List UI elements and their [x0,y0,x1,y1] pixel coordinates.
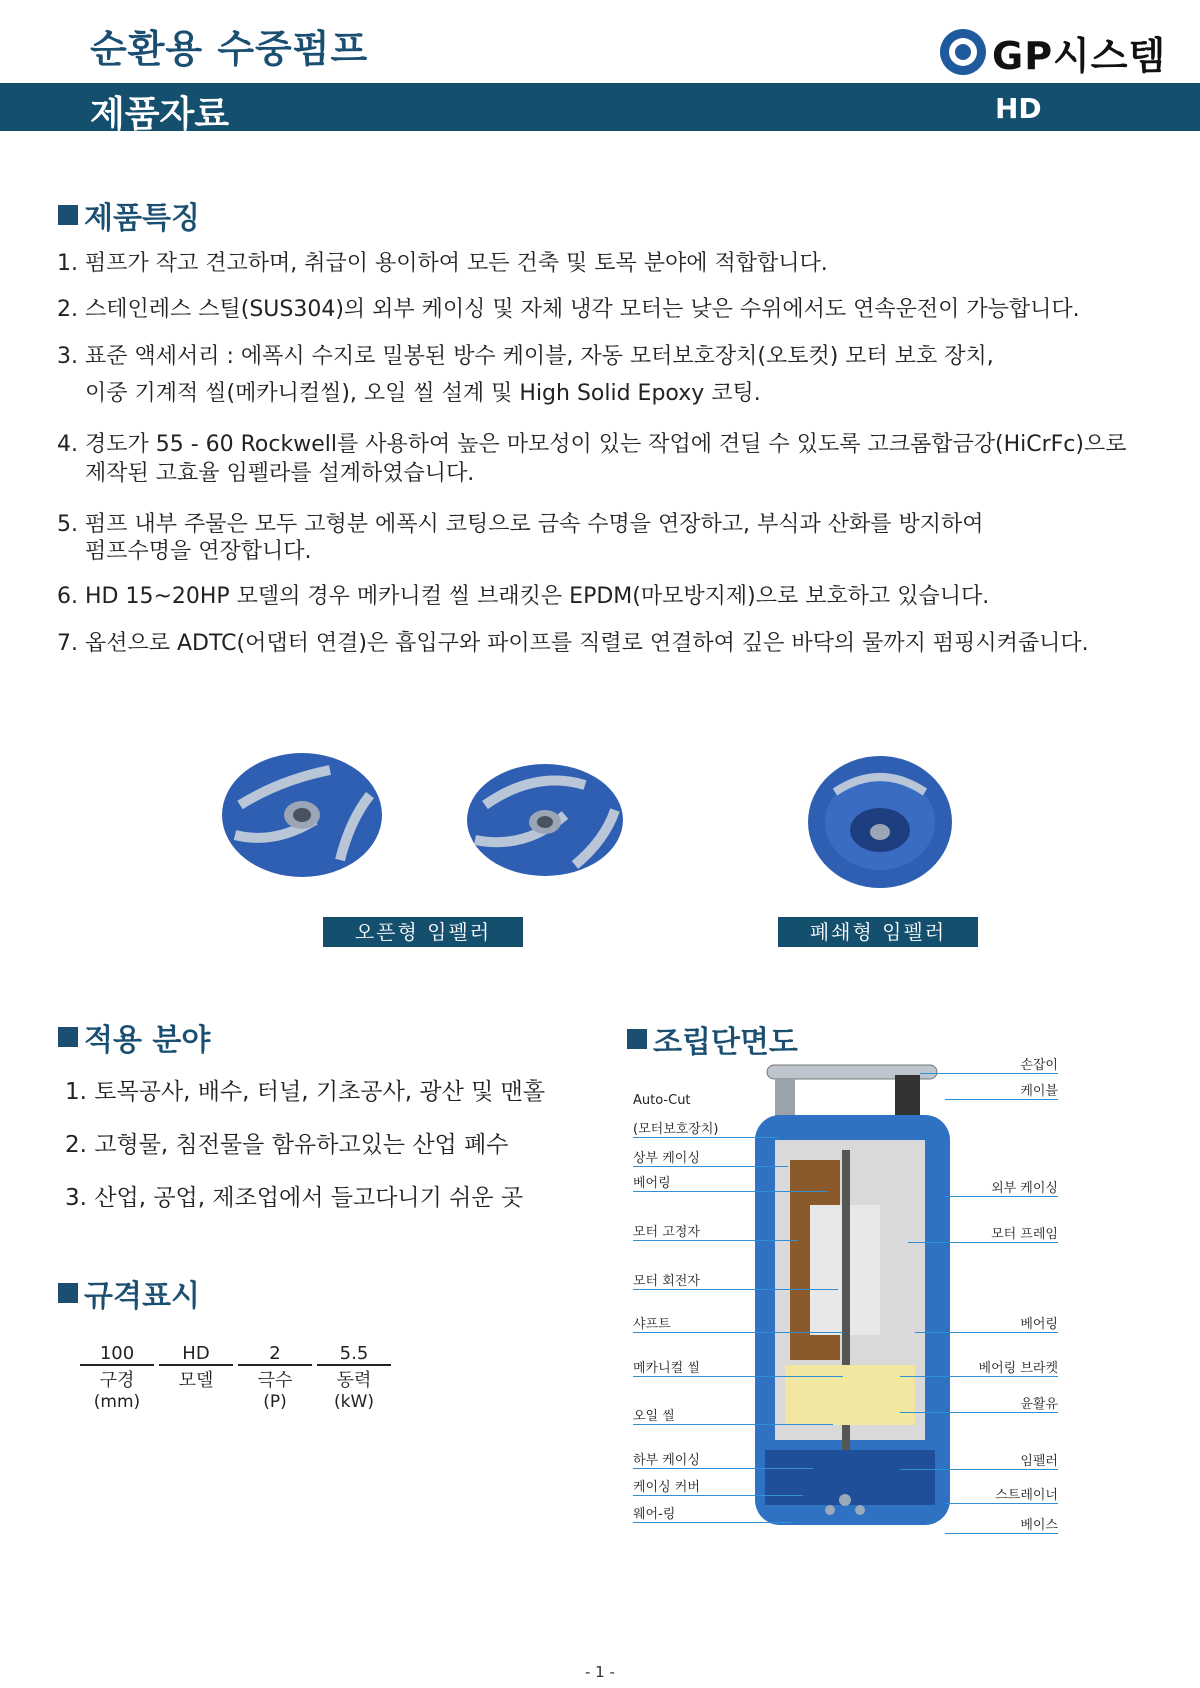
square-bullet-icon [58,1027,78,1047]
feature-item-3-cont: 이중 기계적 씰(메카니컬씰), 오일 씰 설계 및 High Solid Epoxy 코팅. [85,381,761,406]
spec-value: 2 [238,1343,312,1366]
callout-line [633,1332,843,1333]
callout-motor-frame [908,1223,1058,1243]
callout-label: 케이싱 커버 [633,1480,700,1495]
callout-line [633,1522,793,1523]
callout-line [633,1137,778,1138]
callout-stator [633,1221,798,1241]
callout-shaft [633,1313,843,1333]
callout-label: 임펠러 [1020,1454,1058,1469]
callout-line [633,1376,843,1377]
callout-label: Auto-Cut [633,1093,691,1108]
callout-line [945,1503,1058,1504]
model-name: HD [995,92,1042,125]
applications-heading [58,1015,210,1059]
callout-label: 상부 케이싱 [633,1151,700,1166]
features-title: 제품특징 [84,201,200,236]
spec-label: 동력 [336,1370,372,1391]
callout-line [945,1533,1058,1534]
spec-table [80,1343,391,1412]
callout-line [633,1191,828,1192]
callout-line [633,1495,803,1496]
callout-strainer [945,1484,1058,1504]
spec-unit: (P) [263,1392,287,1412]
callout-bearing-right [915,1313,1058,1333]
open-impeller-label: 오픈형 임펠러 [323,917,523,947]
open-impeller-image-2 [465,760,625,880]
callout-base [945,1514,1058,1534]
callout-line [900,1412,1058,1413]
square-bullet-icon [58,1283,78,1303]
spec-heading [58,1271,200,1315]
callout-label: 케이블 [1020,1084,1058,1099]
callout-line [633,1424,833,1425]
callout-label: 웨어-링 [633,1507,676,1522]
company-logo [940,28,1166,76]
feature-item-1: 1. 펌프가 작고 견고하며, 취급이 용이하여 모든 건축 및 토목 분야에 적합합니다. [57,251,828,276]
spec-value: 100 [80,1343,154,1366]
callout-line [633,1468,813,1469]
features-heading [58,193,200,237]
spec-label: 모델 [178,1370,214,1391]
callout-label: 모터 고정자 [633,1225,700,1240]
spec-value: 5.5 [317,1343,391,1366]
callout-line [633,1240,798,1241]
callout-line [908,1242,1058,1243]
square-bullet-icon [58,205,78,225]
document-title: 순환용 수중펌프 [90,27,369,71]
callout-label: 샤프트 [633,1317,671,1332]
bar-title: 제품자료 [90,94,230,135]
application-item-3: 3. 산업, 공업, 제조업에서 들고다니기 쉬운 곳 [65,1185,524,1211]
callout-mechanical-seal [633,1357,843,1377]
callout-label: 베어링 브라켓 [978,1361,1058,1376]
feature-item-5-cont: 펌프수명을 연장합니다. [85,539,312,564]
feature-item-4: 4. 경도가 55 - 60 Rockwell를 사용하여 높은 마모성이 있는 작업에 견딜 수 있도록 고크롬합금강(HiCrFc)으로 [57,432,1127,457]
callout-line [920,1073,1058,1074]
spec-column [80,1343,154,1412]
callout-label: 스트레이너 [995,1488,1058,1503]
callout-bearing-bracket [900,1357,1058,1377]
feature-item-6: 6. HD 15~20HP 모델의 경우 메카니컬 씰 브래킷은 EPDM(마모방지제)으로 보호하고 있습니다. [57,584,990,609]
callout-label: 베이스 [1020,1518,1058,1533]
callout-line [633,1289,838,1290]
callout-rotor [633,1270,838,1290]
callout-outer-casing [945,1177,1058,1197]
callout-oil-seal [633,1405,833,1425]
spec-column [238,1343,312,1412]
assembly-title: 조립단면도 [653,1025,798,1060]
callout-impeller [900,1450,1058,1470]
spec-label: 구경 [99,1370,135,1391]
feature-item-3: 3. 표준 액세서리 : 에폭시 수지로 밀봉된 방수 케이블, 자동 모터보호장치(오토컷) 모터 보호 장치, [57,344,994,369]
spec-title: 규격표시 [84,1279,200,1314]
callout-cable [945,1080,1058,1100]
application-item-1: 1. 토목공사, 배수, 터널, 기초공사, 광산 및 맨홀 [65,1079,546,1105]
callout-label: 메카니컬 씰 [633,1361,700,1376]
callout-line [945,1099,1058,1100]
callout-label: 윤활유 [1020,1397,1058,1412]
callout-label: (모터보호장치) [633,1122,719,1137]
callout-label: 손잡이 [1020,1058,1058,1073]
page-number: - 1 - [585,1663,615,1681]
open-impeller-image-1 [220,750,385,885]
callout-upper-casing [633,1147,788,1167]
feature-item-7: 7. 옵션으로 ADTC(어댑터 연결)은 흡입구와 파이프를 직렬로 연결하여 깊은 바닥의 물까지 펌핑시켜줍니다. [57,631,1089,656]
callout-line [633,1166,788,1167]
callout-line [900,1469,1058,1470]
callout-line [915,1332,1058,1333]
callout-casing-cover [633,1476,803,1496]
callout-bearing-left [633,1172,828,1192]
callout-wear-ring [633,1503,793,1523]
logo-text: GP시스템 [992,33,1167,78]
spec-unit: (mm) [93,1392,141,1412]
callout-label: 오일 씰 [633,1409,675,1424]
callout-auto-cut [633,1093,783,1108]
feature-item-2: 2. 스테인레스 스틸(SUS304)의 외부 케이싱 및 자체 냉각 모터는 낮은 수위에서도 연속운전이 가능합니다. [57,297,1080,322]
spec-column [317,1343,391,1412]
callout-label: 모터 회전자 [633,1274,700,1289]
closed-impeller-image [805,752,955,892]
applications-title: 적용 분야 [84,1023,211,1058]
logo-icon [940,29,986,75]
spec-value: HD [159,1343,233,1366]
callout-line [945,1196,1058,1197]
callout-label: 외부 케이싱 [991,1181,1058,1196]
feature-item-4-cont: 제작된 고효율 임펠라를 설계하였습니다. [85,461,475,486]
callout-lower-casing [633,1449,813,1469]
spec-unit: (kW) [334,1392,374,1412]
callout-label: 베어링 [633,1176,671,1191]
feature-item-5: 5. 펌프 내부 주물은 모두 고형분 에폭시 코팅으로 금속 수명을 연장하고, 부식과 산화를 방지하여 [57,512,984,537]
callout-label: 베어링 [1020,1317,1058,1332]
callout-handle [920,1054,1058,1074]
square-bullet-icon [627,1029,647,1049]
callout-lubricant [900,1393,1058,1413]
closed-impeller-label: 폐쇄형 임펠러 [778,917,978,947]
callout-line [900,1376,1058,1377]
callout-motor-protector [633,1118,778,1138]
spec-column [159,1343,233,1412]
callout-label: 모터 프레임 [991,1227,1058,1242]
application-item-2: 2. 고형물, 침전물을 함유하고있는 산업 폐수 [65,1132,509,1158]
spec-label: 극수 [257,1370,293,1391]
callout-label: 하부 케이싱 [633,1453,700,1468]
